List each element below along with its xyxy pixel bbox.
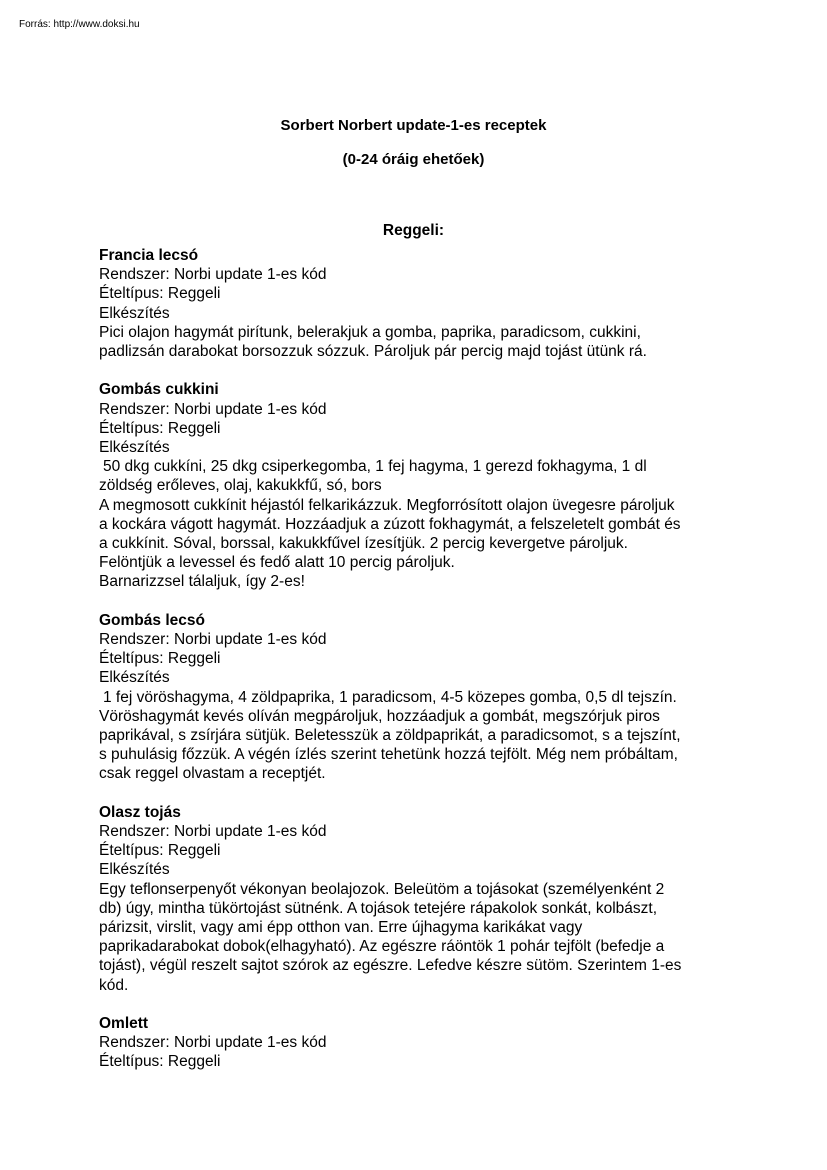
recipe-meal-type: Ételtípus: Reggeli: [99, 419, 221, 437]
recipe-title: Olasz tojás: [99, 803, 181, 821]
recipe-system: Rendszer: Norbi update 1-es kód: [99, 631, 327, 649]
recipe-block: [99, 611, 739, 784]
recipe-prep-label: Elkészítés: [99, 439, 170, 457]
recipe-text-line: 50 dkg cukkíni, 25 dkg csiperkegomba, 1 fej hagyma, 1 gerezd fokhagyma, 1 dl: [103, 458, 647, 476]
recipe-meal-type: Ételtípus: Reggeli: [99, 650, 221, 668]
recipe-text-line: Felöntjük a levessel és fedő alatt 10 percig pároljuk.: [99, 554, 455, 572]
recipe-block: [99, 246, 739, 361]
recipe-block: [99, 1014, 739, 1072]
recipe-system: Rendszer: Norbi update 1-es kód: [99, 823, 327, 841]
recipe-text-line: paprikadarabokat dobok(elhagyható). Az egészre ráöntök 1 pohár tejfölt (befedje a: [99, 938, 665, 956]
recipe-text-line: tojást), végül reszelt sajtot szórok az egészre. Lefedve készre sütöm. Szerintem 1-es: [99, 957, 682, 975]
recipe-text-line: paprikával, s zsírjára sütjük. Beletesszük a zöldpaprikát, a paradicsomot, s a tejszínt,: [99, 727, 681, 745]
recipe-meal-type: Ételtípus: Reggeli: [99, 1053, 221, 1071]
recipe-text-line: s puhulásig főzzük. A végén ízlés szerint tehetünk hozzá tejfölt. Még nem próbáltam,: [99, 746, 678, 764]
recipe-text-line: 1 fej vöröshagyma, 4 zöldpaprika, 1 paradicsom, 4-5 közepes gomba, 0,5 dl tejszín.: [103, 688, 677, 706]
recipe-prep-label: Elkészítés: [99, 861, 170, 879]
recipe-text-line: Barnarizzsel tálaljuk, így 2-es!: [99, 573, 305, 591]
recipe-title: Gombás cukkini: [99, 381, 219, 399]
recipe-text-line: a cukkínit. Sóval, borssal, kakukkfűvel ízesítjük. 2 percig kevergetve pároljuk.: [99, 535, 628, 553]
recipe-text-line: a kockára vágott hagymát. Hozzáadjuk a zúzott fokhagymát, a felszeletelt gombát és: [99, 515, 681, 533]
recipe-text-line: padlizsán darabokat borsozzuk sózzuk. Pároljuk pár percig majd tojást ütünk rá.: [99, 343, 647, 361]
recipe-title: Gombás lecsó: [99, 611, 205, 629]
recipe-system: Rendszer: Norbi update 1-es kód: [99, 400, 327, 418]
source-note: Forrás: http://www.doksi.hu: [19, 19, 140, 30]
recipe-text-line: csak reggel olvastam a receptjét.: [99, 765, 326, 783]
recipe-meal-type: Ételtípus: Reggeli: [99, 285, 221, 303]
recipe-block: [99, 380, 739, 591]
recipe-meal-type: Ételtípus: Reggeli: [99, 842, 221, 860]
recipe-text-line: zöldség erőleves, olaj, kakukkfű, só, bors: [99, 477, 382, 495]
document-subtitle: (0-24 óráig ehetőek): [342, 151, 485, 168]
recipe-prep-label: Elkészítés: [99, 304, 170, 322]
recipe-text-line: Pici olajon hagymát pirítunk, belerakjuk a gomba, paprika, paradicsom, cukkini,: [99, 323, 641, 341]
recipe-text-line: db) úgy, mintha tükörtojást sütnénk. A tojások tetejére rápakolok sonkát, kolbászt,: [99, 899, 658, 917]
recipe-text-line: kód.: [99, 976, 129, 994]
document-title: Sorbert Norbert update-1-es receptek: [280, 117, 547, 134]
recipe-text-line: A megmosott cukkínit héjastól felkarikázzuk. Megforrósított olajon üvegesre pároljuk: [99, 496, 675, 514]
recipe-system: Rendszer: Norbi update 1-es kód: [99, 1034, 327, 1052]
recipe-prep-label: Elkészítés: [99, 669, 170, 687]
recipe-text-line: Vöröshagymát kevés olíván megpároljuk, hozzáadjuk a gombát, megszórjuk piros: [99, 707, 660, 725]
recipe-text-line: Egy teflonserpenyőt vékonyan beolajozok. Beleütöm a tojásokat (személyenként 2: [99, 880, 665, 898]
recipe-block: [99, 803, 739, 995]
recipe-title: Francia lecsó: [99, 247, 199, 264]
recipe-title: Omlett: [99, 1015, 149, 1033]
recipe-list: [99, 246, 739, 1091]
section-heading-breakfast: Reggeli:: [382, 222, 445, 239]
recipe-system: Rendszer: Norbi update 1-es kód: [99, 266, 327, 284]
recipe-text-line: párizsit, virslit, vagy ami épp otthon van. Erre újhagyma karikákat vagy: [99, 919, 583, 937]
